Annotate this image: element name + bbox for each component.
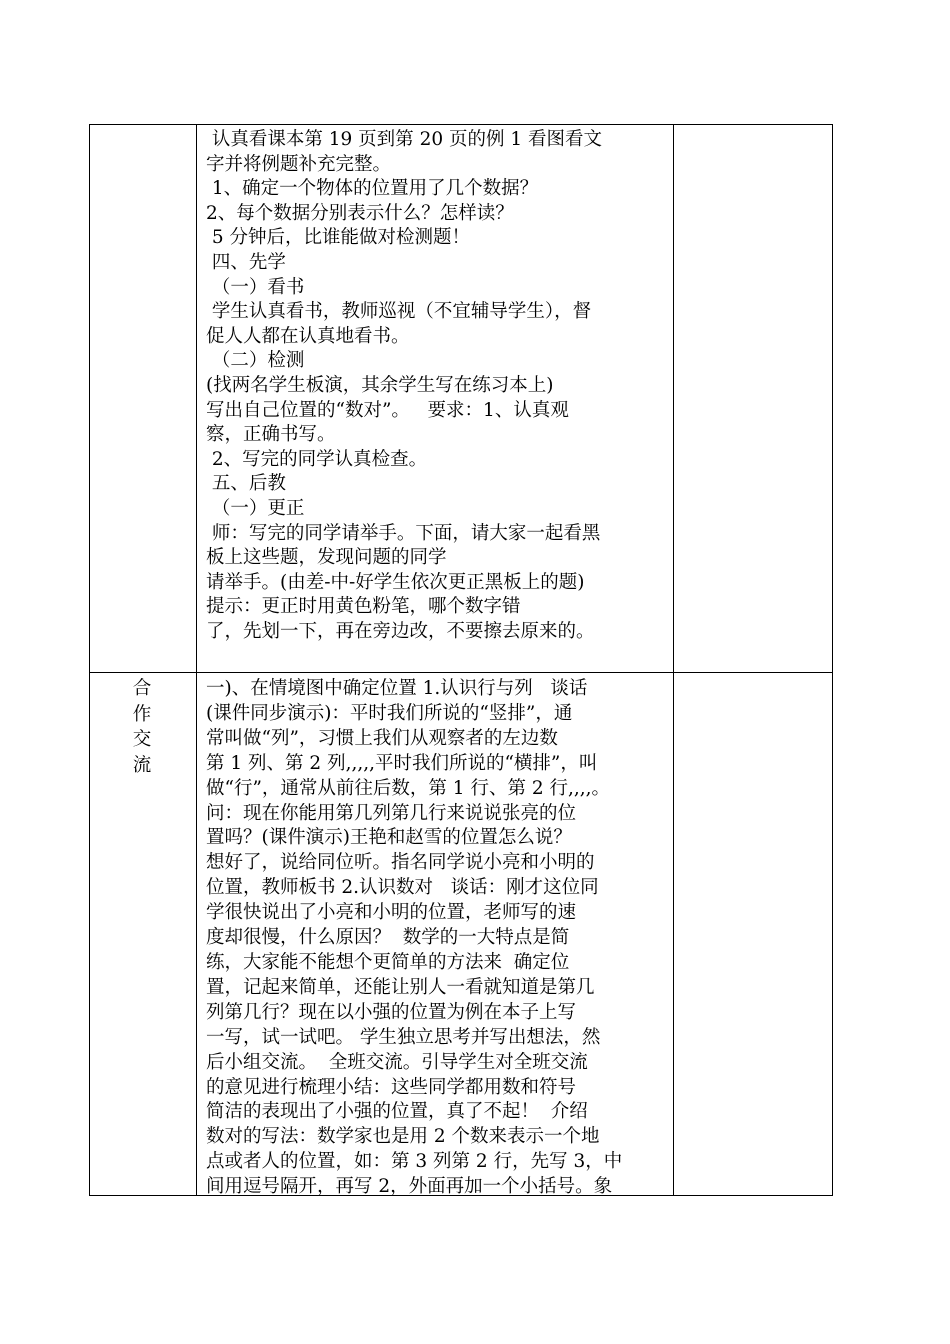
text-line: 四、先学 xyxy=(206,251,286,273)
text-line: 察，正确书写。 xyxy=(206,424,336,446)
text-line: 度却很慢，什么原因？ 数学的一大特点是简 xyxy=(206,927,570,949)
text-line: （一）更正 xyxy=(206,497,305,519)
text-line: 置吗？(课件演示)王艳和赵雪的位置怎么说？ xyxy=(206,827,572,849)
text-line: 位置，教师板书 2.认识数对 谈话：刚才这位同 xyxy=(206,877,599,899)
side-label-char: 交 xyxy=(132,729,152,750)
row-divider xyxy=(89,672,833,673)
text-line: 问：现在你能用第几列第几行来说说张亮的位 xyxy=(206,802,577,824)
text-line: 认真看课本第 19 页到第 20 页的例 1 看图看文 xyxy=(206,129,603,150)
side-label-char: 流 xyxy=(132,754,152,776)
text-line: 2、写完的同学认真检查。 xyxy=(206,448,428,470)
text-line: 的意见进行梳理小结：这些同学都用数和符号 xyxy=(206,1076,577,1098)
table-border-top xyxy=(89,124,833,125)
text-line: 简洁的表现出了小强的位置，真了不起！ 介绍 xyxy=(206,1101,588,1123)
text-line: (找两名学生板演，其余学生写在练习本上) xyxy=(206,374,554,396)
text-line: 第 1 列、第 2 列,,,,,平时我们所说的“横排”，叫 xyxy=(206,752,598,774)
text-line: 5 分钟后，比谁能做对检测题！ xyxy=(206,227,471,249)
text-line: 间用逗号隔开，再写 2，外面再加一个小括号。象 xyxy=(206,1176,613,1198)
row2-content xyxy=(206,677,622,1200)
text-line: 列第几行？现在以小强的位置为例在本子上写 xyxy=(206,1001,577,1023)
text-line: 促人人都在认真地看书。 xyxy=(206,325,410,347)
text-line: 了，先划一下，再在旁边改，不要擦去原来的。 xyxy=(206,620,595,642)
side-label-char: 作 xyxy=(132,703,152,725)
text-line: （一）看书 xyxy=(206,276,305,298)
text-line: 数对的写法：数学家也是用 2 个数来表示一个地 xyxy=(206,1126,600,1148)
text-line: 后小组交流。 全班交流。引导学生对全班交流 xyxy=(206,1051,588,1073)
table-border-right xyxy=(832,124,833,1196)
text-line: 师：写完的同学请举手。下面，请大家一起看黑 xyxy=(206,522,601,544)
text-line: 板上这些题，发现问题的同学 xyxy=(206,547,447,569)
text-line: 提示：更正时用黄色粉笔，哪个数字错 xyxy=(206,596,521,618)
text-line: 做“行”，通常从前往后数，第 1 行、第 2 行,,,,。 xyxy=(206,777,611,799)
text-line: 学生认真看书，教师巡视（不宜辅导学生），督 xyxy=(206,301,592,323)
text-line: 一)、在情境图中确定位置 1.认识行与列 谈话 xyxy=(206,678,588,699)
text-line: 1、确定一个物体的位置用了几个数据？ xyxy=(206,178,539,200)
text-line: 置，记起来简单，还能让别人一看就知道是第几 xyxy=(206,976,595,998)
text-line: 2、每个数据分别表示什么？怎样读？ xyxy=(206,202,514,224)
text-line: 写出自己位置的“数对”。 要求：1、认真观 xyxy=(206,399,569,421)
text-line: 想好了，说给同位听。指名同学说小亮和小明的 xyxy=(206,852,595,874)
row2-side-label xyxy=(127,676,157,778)
text-line: 常叫做“列”，习惯上我们从观察者的左边数 xyxy=(206,727,558,749)
text-line: （二）检测 xyxy=(206,350,305,372)
text-line: 五、后教 xyxy=(206,473,286,495)
text-line: 学很快说出了小亮和小明的位置，老师写的速 xyxy=(206,902,577,924)
table-border-left xyxy=(89,124,90,1196)
text-line: (课件同步演示)：平时我们所说的“竖排”，通 xyxy=(206,702,573,724)
lesson-plan-table xyxy=(89,124,833,1196)
text-line: 练，大家能不能想个更简单的方法来 确定位 xyxy=(206,951,570,973)
text-line: 点或者人的位置，如：第 3 列第 2 行，先写 3，中 xyxy=(206,1151,623,1173)
side-label-char: 合 xyxy=(132,678,152,699)
column-divider-1 xyxy=(196,124,197,1196)
row1-content xyxy=(206,128,602,644)
text-line: 字并将例题补充完整。 xyxy=(206,153,392,175)
text-line: 一写，试一试吧。 学生独立思考并写出想法，然 xyxy=(206,1026,601,1048)
column-divider-2 xyxy=(673,124,674,1196)
text-line: 请举手。(由差-中-好学生依次更正黑板上的题) xyxy=(206,571,585,593)
